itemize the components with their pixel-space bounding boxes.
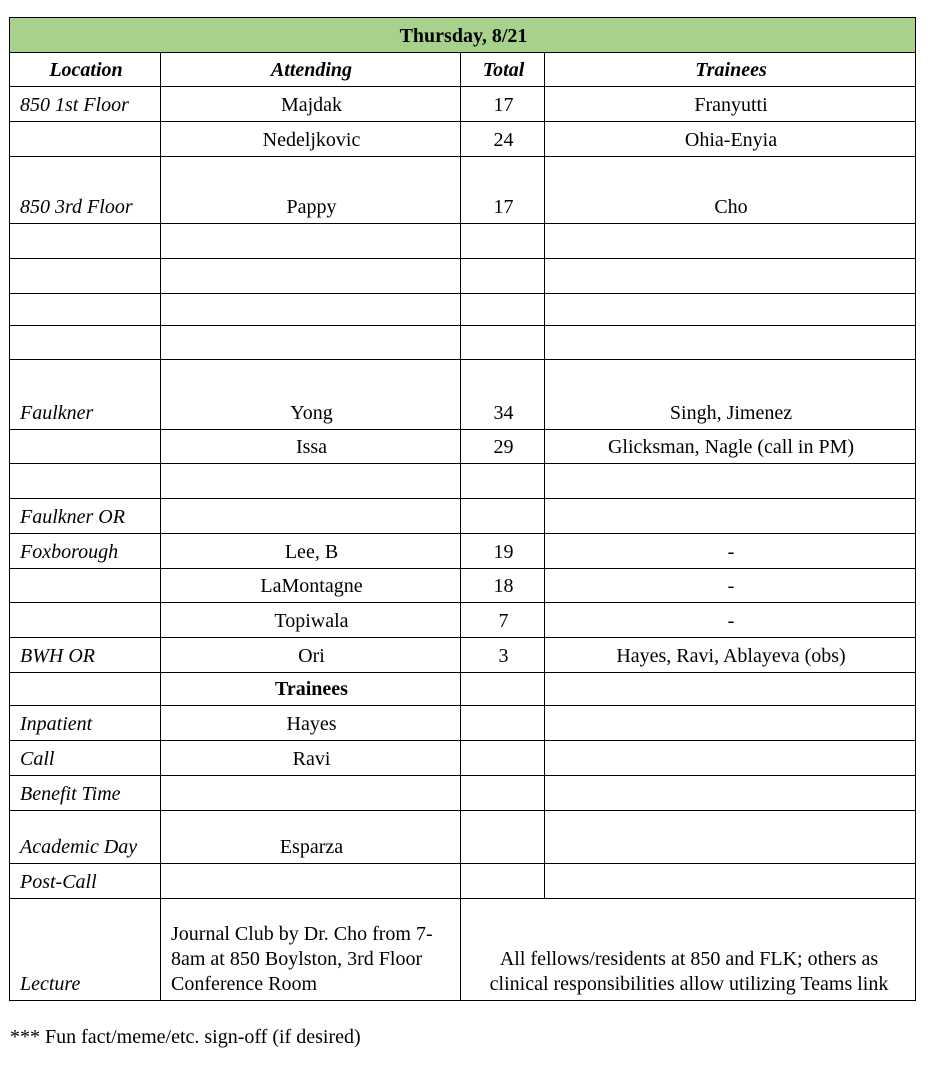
total-cell: 18 [461, 569, 545, 603]
table-row [10, 122, 916, 157]
location-cell: Faulkner OR [10, 499, 161, 534]
table-row [10, 638, 916, 673]
total-cell: 24 [461, 122, 545, 157]
lecture-description: Journal Club by Dr. Cho from 7-8am at 850 Boylston, 3rd Floor Conference Room [161, 899, 461, 1001]
total-cell [461, 326, 545, 360]
empty-cell [461, 673, 545, 706]
attending-cell [161, 224, 461, 259]
trainee-role-label: Academic Day [10, 811, 161, 864]
location-cell [10, 569, 161, 603]
attending-cell [161, 294, 461, 326]
trainees-cell [545, 259, 916, 294]
attending-cell: Ori [161, 638, 461, 673]
trainee-name: Ravi [161, 741, 461, 776]
trainee-row [10, 741, 916, 776]
header-total: Total [461, 53, 545, 87]
trainees-cell [545, 464, 916, 499]
table-row [10, 603, 916, 638]
table-row [10, 430, 916, 464]
lecture-label: Lecture [10, 899, 161, 1001]
table-row [10, 534, 916, 569]
trainee-row [10, 776, 916, 811]
location-cell [10, 603, 161, 638]
attending-cell: LaMontagne [161, 569, 461, 603]
trainees-cell: Glicksman, Nagle (call in PM) [545, 430, 916, 464]
location-cell: 850 3rd Floor [10, 157, 161, 224]
total-cell: 17 [461, 157, 545, 224]
table-row [10, 569, 916, 603]
schedule-table [9, 17, 916, 1001]
trainees-cell: Cho [545, 157, 916, 224]
total-cell: 19 [461, 534, 545, 569]
header-trainees: Trainees [545, 53, 916, 87]
total-cell: 17 [461, 87, 545, 122]
total-cell [461, 499, 545, 534]
location-cell [10, 122, 161, 157]
total-cell: 29 [461, 430, 545, 464]
footer-note: *** Fun fact/meme/etc. sign-off (if desired) [10, 1026, 361, 1048]
trainee-role-label: Inpatient [10, 706, 161, 741]
trainees-heading-label [10, 673, 161, 706]
total-cell: 7 [461, 603, 545, 638]
trainees-heading-row [10, 673, 916, 706]
trainee-role-label: Call [10, 741, 161, 776]
location-cell [10, 294, 161, 326]
lecture-note: All fellows/residents at 850 and FLK; others as clinical responsibilities allow utilizing Teams link [461, 899, 916, 1001]
table-row [10, 87, 916, 122]
attending-cell [161, 326, 461, 360]
trainees-cell [545, 326, 916, 360]
location-cell: 850 1st Floor [10, 87, 161, 122]
table-row [10, 464, 916, 499]
table-row [10, 326, 916, 360]
trainees-cell: Ohia-Enyia [545, 122, 916, 157]
location-cell [10, 464, 161, 499]
attending-cell: Issa [161, 430, 461, 464]
attending-cell: Yong [161, 360, 461, 430]
empty-cell [545, 673, 916, 706]
trainee-name [161, 864, 461, 899]
total-cell [461, 294, 545, 326]
total-cell [461, 259, 545, 294]
table-row [10, 360, 916, 430]
table-row [10, 157, 916, 224]
empty-cell [545, 811, 916, 864]
empty-cell [545, 706, 916, 741]
location-cell: BWH OR [10, 638, 161, 673]
total-cell [461, 224, 545, 259]
trainees-cell [545, 499, 916, 534]
trainees-cell: - [545, 534, 916, 569]
header-location: Location [10, 53, 161, 87]
trainee-role-label: Post-Call [10, 864, 161, 899]
attending-cell [161, 499, 461, 534]
trainees-cell: - [545, 569, 916, 603]
trainees-cell: Singh, Jimenez [545, 360, 916, 430]
header-row [10, 53, 916, 87]
attending-cell: Topiwala [161, 603, 461, 638]
total-cell: 34 [461, 360, 545, 430]
attending-cell [161, 464, 461, 499]
attending-cell [161, 259, 461, 294]
trainee-row [10, 706, 916, 741]
header-attending: Attending [161, 53, 461, 87]
trainee-name: Esparza [161, 811, 461, 864]
location-cell [10, 430, 161, 464]
trainees-cell: Hayes, Ravi, Ablayeva (obs) [545, 638, 916, 673]
trainee-name: Hayes [161, 706, 461, 741]
table-row [10, 259, 916, 294]
title-row [10, 18, 916, 53]
table-row [10, 294, 916, 326]
trainees-cell [545, 294, 916, 326]
trainees-cell [545, 224, 916, 259]
attending-cell: Majdak [161, 87, 461, 122]
trainee-row [10, 864, 916, 899]
table-row [10, 499, 916, 534]
empty-cell [545, 864, 916, 899]
schedule-title: Thursday, 8/21 [10, 18, 916, 53]
location-cell: Foxborough [10, 534, 161, 569]
empty-cell [461, 741, 545, 776]
trainee-role-label: Benefit Time [10, 776, 161, 811]
location-cell [10, 326, 161, 360]
empty-cell [461, 706, 545, 741]
trainees-cell: Franyutti [545, 87, 916, 122]
attending-cell: Pappy [161, 157, 461, 224]
empty-cell [461, 864, 545, 899]
total-cell [461, 464, 545, 499]
attending-cell: Lee, B [161, 534, 461, 569]
total-cell: 3 [461, 638, 545, 673]
empty-cell [545, 776, 916, 811]
lecture-row [10, 899, 916, 1001]
location-cell [10, 224, 161, 259]
empty-cell [545, 741, 916, 776]
attending-cell: Nedeljkovic [161, 122, 461, 157]
trainee-name [161, 776, 461, 811]
trainee-row [10, 811, 916, 864]
empty-cell [461, 776, 545, 811]
trainees-cell: - [545, 603, 916, 638]
empty-cell [461, 811, 545, 864]
table-row [10, 224, 916, 259]
location-cell [10, 259, 161, 294]
trainees-heading: Trainees [161, 673, 461, 706]
location-cell: Faulkner [10, 360, 161, 430]
